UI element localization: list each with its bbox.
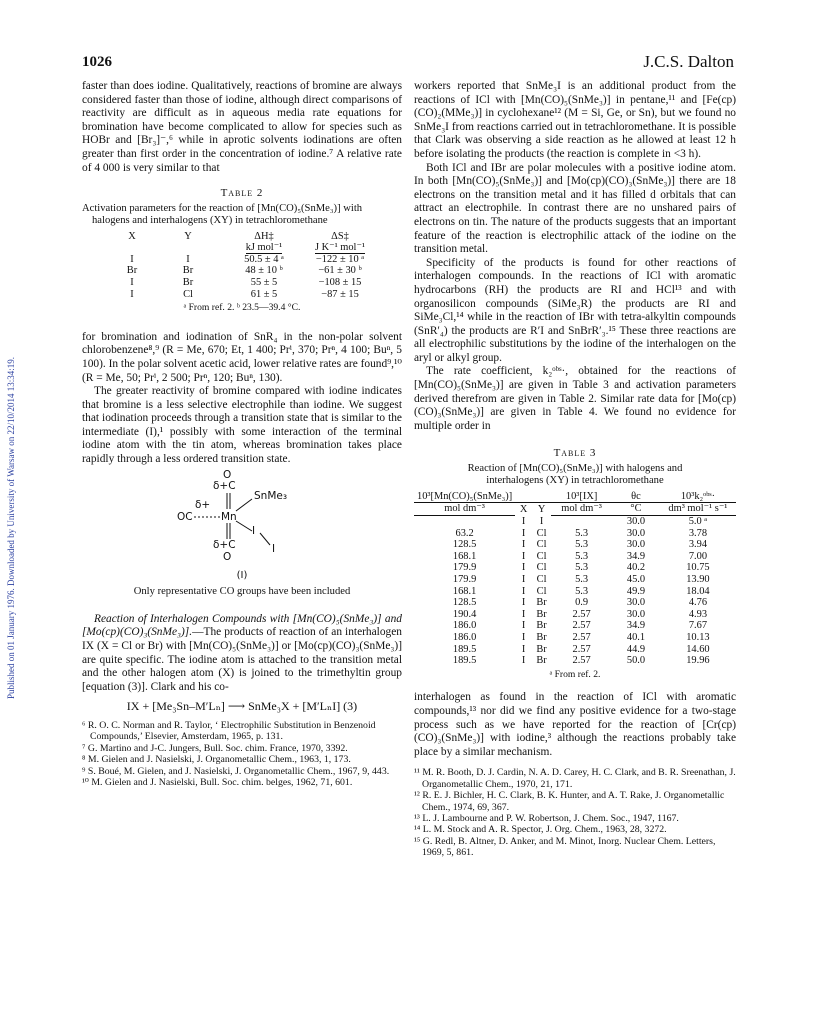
table-row <box>414 609 736 621</box>
table-cell: 45.0 <box>626 574 646 585</box>
table2-note: ᵃ From ref. 2. ᵇ 23.5—39.4 °C. <box>183 302 301 314</box>
table-cell: I <box>130 276 134 288</box>
table-cell: I <box>521 655 526 667</box>
table2 <box>114 231 378 301</box>
table-cell: Br <box>536 608 547 620</box>
table-row <box>414 644 736 656</box>
iodine-atom-1: I <box>252 524 256 537</box>
table2-head-y: Y <box>184 230 192 242</box>
table-cell: 50.5 ± 4 ᵃ <box>244 253 284 265</box>
table-cell: 168.1 <box>452 550 477 562</box>
table-cell: 5.3 <box>575 562 589 574</box>
footnote: ¹⁵ G. Redl, B. Altner, D. Anker, and M. Minot, Inorg. Nuclear Chem. Letters, 1969, 5, 861. <box>414 835 716 859</box>
table-row <box>414 562 736 574</box>
table-cell: 2.57 <box>572 620 591 632</box>
footnote: ⁸ M. Gielen and J. Nasielski, J. Organometallic Chem., 1963, 1, 173. <box>82 754 351 766</box>
footnote: ¹⁴ L. M. Stock and A. R. Spector, J. Org. Chem., 1963, 28, 3272. <box>414 824 667 836</box>
table-cell: I <box>521 608 526 620</box>
table-cell: 34.9 <box>626 620 646 632</box>
table-cell: 30.0 <box>626 608 646 620</box>
footnote: ⁶ R. O. C. Norman and R. Taylor, ‘ Electrophilic Substitution in Benzenoid Compounds,’ Elsevier, Amsterdam, 1965, p. 131. <box>82 720 376 743</box>
footnote: ¹¹ M. R. Booth, D. J. Cardin, N. A. D. Carey, H. C. Clark, and B. R. Sreenathan, J. Organometallic Chem., 1970, 21, 171. <box>414 767 736 790</box>
table2-head-dh: ΔH‡ <box>254 230 274 242</box>
table-cell: 5.3 <box>575 539 589 551</box>
table-cell: 5.3 <box>575 574 589 585</box>
delta-label: δ+ <box>195 498 211 511</box>
table-cell: 3.78 <box>688 527 708 539</box>
table-cell: 4.93 <box>688 608 708 620</box>
table-cell: 189.5 <box>452 655 477 667</box>
table-cell: I <box>130 253 134 265</box>
table-cell: 179.9 <box>452 562 477 574</box>
table-cell: Br <box>182 265 194 277</box>
table-cell: 34.9 <box>626 550 646 562</box>
table-cell: 0.9 <box>575 597 589 609</box>
table-cell: 5.3 <box>575 527 589 539</box>
table3-head-blank <box>515 491 532 503</box>
table-cell: I <box>521 574 526 585</box>
table-cell: 30.0 <box>626 516 646 528</box>
table-cell: Br <box>536 597 547 609</box>
carbonyl-top: δ+C <box>213 479 236 492</box>
right-paragraph-1: workers reported that SnMe₃I is an additional product from the reactions of ICl with [Mn(CO)₅(SnMe₃)] in pentane,¹¹ and [Fe(cp)(CO)₂(MMe₃)] in cyclohexane¹² (M = Si, Ge, or Sn), but we found no SnMe₃I from reactions carried out in tetrachloromethane. It is possible that Clark was observing a side reaction as he allowed at least 12 h before isolating the products (the reaction is complete in <3 h). <box>414 80 736 160</box>
table-cell: 2.57 <box>572 643 591 655</box>
table-cell: I <box>521 527 526 539</box>
table-cell <box>551 516 612 528</box>
table-cell: Cl <box>536 527 547 539</box>
right-paragraph-3: Specificity of the products is found for other reactions of interhalogen compounds. In the reactions of ICl with aromatic hydrocarbons (RH) the products are RI and HCl¹³ and with organosilicon compounds (SiMe₃R) the products are RI and SiMe₃Cl,¹⁴ while in the reaction of IBr with tetra-alkyltin compounds (SnR′₄) the products are R′I and SnBrR′₃.¹⁵ These three reactions are all electrophilic substitutions by the iodine of the interhalogen on the aryl or alkyl group. <box>414 256 736 364</box>
footnote: ¹² R. E. J. Bichler, H. C. Clark, B. K. Hunter, and A. T. Rake, J. Organometallic Chem., 1974, 69, 367. <box>414 790 725 813</box>
table-cell: Br <box>536 631 547 643</box>
equation-3: IX + [Me₃Sn–M′Lₙ] ⟶ SnMe₃X + [M′LₙI] (3) <box>126 699 358 714</box>
structure-label: (I) <box>236 569 248 581</box>
table-cell: Br <box>536 655 547 667</box>
table-cell: 50.0 <box>626 655 646 667</box>
table2-title: Table 2 <box>220 187 264 200</box>
table-cell: Br <box>536 620 547 632</box>
table3-note: ᵃ From ref. 2. <box>549 668 601 680</box>
table2-head-x: X <box>128 230 136 242</box>
table-row <box>414 551 736 563</box>
left-paragraph-2: for bromination and iodination of SnR₄ in the non-polar solvent chlorobenzene⁸,⁹ (R = Me, 670; Et, 1 400; Prⁱ, 370; Prⁿ, 4 100; Buⁿ, 5 100). In the polar solvent acetic acid, lower relative rates are found⁹,¹⁰ (R = Me, 50; Prⁱ, 2 500; Prⁿ, 120; Buⁿ, 130). <box>82 330 403 384</box>
section-heading: Reaction of Interhalogen Compounds with [Mn(CO)₅(SnMe₃)] and [Mo(cp)(CO)₃(SnMe₃)]. <box>82 612 402 639</box>
footnote: ¹³ L. J. Lambourne and P. W. Robertson, J. Chem. Soc., 1947, 1167. <box>414 812 679 824</box>
table-cell: 5.3 <box>575 585 589 597</box>
left-paragraph-3: The greater reactivity of bromine compared with iodine indicates that bromine is a less selective electrophile than iodine. We suggest that iodination proceeds through a transition state that is similar to the intermediate (I),¹ possibly with some interaction of the terminal iodine atom with the tin atom, whereas bromination takes place rapidly through a less ordered transition state. <box>82 385 402 466</box>
left-footnotes <box>82 720 402 788</box>
table-cell: 48 ± 10 ᵇ <box>245 265 283 277</box>
table3-unit: X <box>519 503 528 515</box>
table-cell: 168.1 <box>452 585 477 597</box>
table-cell: 190.4 <box>452 608 477 620</box>
table-cell: I <box>521 620 526 632</box>
footnote: ⁷ G. Martino and J-C. Jungers, Bull. Soc. chim. France, 1970, 3392. <box>82 742 348 754</box>
table-cell: I <box>521 643 526 655</box>
table-cell: 55 ± 5 <box>250 276 278 288</box>
table-cell: 30.0 <box>626 539 646 551</box>
table-cell: 3.94 <box>688 539 708 551</box>
table-row <box>414 586 736 598</box>
carbonyl-bottom: δ+C <box>213 538 236 551</box>
table-cell: −87 ± 15 <box>321 288 359 300</box>
table-cell: 179.9 <box>452 574 477 585</box>
table-cell: I <box>521 631 526 643</box>
table-row <box>414 632 736 644</box>
right-column <box>414 80 736 859</box>
table-cell: 18.04 <box>686 585 710 597</box>
right-paragraph-4: The rate coefficient, k₂ᵒᵇˢ·, obtained for the reactions of [Mn(CO)₅(SnMe₃)] are given in Table 3 and activation parameters derived therefrom are given in Table 2. Similar rate data for [Mo(cp)(CO)₃(SnMe₃)] are given in Table 4. We found no evidence for multiple order in <box>414 365 736 432</box>
table3-head-ix: 10³[IX] <box>565 490 598 502</box>
table3-title: Table 3 <box>553 447 597 460</box>
oc-group: OC <box>177 510 193 523</box>
oxygen-bottom: O <box>223 550 232 563</box>
table-cell: 10.13 <box>686 631 710 643</box>
table-row <box>114 289 378 301</box>
table-cell: 13.90 <box>686 574 710 585</box>
table-cell: 2.57 <box>572 631 591 643</box>
table-cell: I <box>521 550 526 562</box>
structure-bonds <box>82 469 402 573</box>
right-footnotes <box>414 767 736 858</box>
journal-title: J.C.S. Dalton <box>643 52 734 71</box>
table-cell: 10.75 <box>686 562 710 574</box>
table-cell: 49.9 <box>626 585 646 597</box>
table-cell: 30.0 <box>626 597 646 609</box>
table-cell: 4.76 <box>688 597 708 609</box>
table-cell: −108 ± 15 <box>318 276 362 288</box>
table-cell: −61 ± 30 ᵇ <box>318 265 362 277</box>
table-cell: 40.1 <box>626 631 646 643</box>
page-number: 1026 <box>82 54 112 70</box>
table-cell: Cl <box>536 562 547 574</box>
table-cell: 7.67 <box>688 620 708 632</box>
table-cell: Br <box>536 643 547 655</box>
table-cell: 63.2 <box>455 527 474 539</box>
table-cell: 19.96 <box>686 655 710 667</box>
table-cell: 5.3 <box>575 550 589 562</box>
table-cell: 44.9 <box>626 643 646 655</box>
table-row <box>414 655 736 667</box>
table-cell: I <box>130 288 134 300</box>
table-cell: 186.0 <box>452 620 477 632</box>
table-cell: 128.5 <box>452 539 477 551</box>
table-cell: Br <box>182 276 194 288</box>
table2-unit-ds: J K⁻¹ mol⁻¹ <box>314 242 366 254</box>
download-stamp-text: Published on 01 January 1976. Downloaded by University of Warsaw on 22/10/2014 13:34:19. <box>6 356 16 700</box>
table3-unit: mol dm⁻³ <box>414 503 515 516</box>
table-cell: 128.5 <box>452 597 477 609</box>
table-cell: I <box>539 515 544 527</box>
table-cell: 189.5 <box>452 643 477 655</box>
table-cell: 40.2 <box>626 562 646 574</box>
table3-unit: °C <box>612 503 660 516</box>
right-paragraph-2: Both ICl and IBr are polar molecules with a positive iodine atom. In both [Mn(CO)₅(SnMe₃)] and [Mo(cp)(CO)₃(SnMe₃)] there are 18 electrons on the transition metal and it has filled d orbitals that can attract an electrophile. In contrast there are no unshared pairs of electrons on tin. The nature of the products suggests that an important feature of the reaction is electrophilic attack of the iodine on the transition metal. <box>414 161 736 256</box>
table3-head-k: 10³k₂ᵒᵇˢ· <box>680 490 716 502</box>
left-paragraph-1: faster than does iodine. Qualitatively, reactions of bromine are always considered faster than those of iodine, although direct comparisons of reactivity are difficult as in aqueous media rate equations for bromination have become complicated to allow for species such as HOBr and [Br₃]⁻,⁶ while in aprotic solvents iodinations are often greater than first order in the concentration of iodine.⁷ A relative rate of 4 000 is very similar to that <box>82 80 402 174</box>
table-cell: Br <box>126 265 138 277</box>
table3-unit: Y <box>537 503 546 515</box>
table3-unit: mol dm⁻³ <box>551 503 612 516</box>
table2-caption: Activation parameters for the reaction of [Mn(CO)₅(SnMe₃)] with halogens and interhalogens (XY) in tetrachloromethane <box>82 202 363 227</box>
manganese-atom: Mn <box>221 510 237 523</box>
table-row <box>114 254 378 266</box>
left-column <box>82 80 402 788</box>
table-cell: I <box>521 515 526 527</box>
oxygen-top: O <box>223 468 232 481</box>
table-cell: 5.0 ᵃ <box>688 516 708 528</box>
snme3-group: SnMe₃ <box>254 489 288 502</box>
table-cell: 30.0 <box>626 527 646 539</box>
table-row <box>414 539 736 551</box>
right-paragraph-5: interhalogen as found in the reaction of ICl with aromatic compounds,¹³ nor did we find any positive evidence for a two-stage process such as we have reported for the reaction of [Cr(cp)(CO)₃(SnMe₃)] with iodine,³ although the reactions probably take place by a similar mechanism. <box>414 691 736 758</box>
iodine-atom-2: I <box>272 542 276 555</box>
footnote: ⁹ S. Boué, M. Gielen, and J. Nasielski, J. Organometallic Chem., 1967, 9, 443. <box>82 765 390 777</box>
table2-unit-dh: kJ mol⁻¹ <box>245 242 283 254</box>
table-cell: I <box>521 585 526 597</box>
table-cell: I <box>186 253 190 265</box>
table-cell <box>414 516 515 528</box>
table3-body <box>414 516 736 667</box>
table-row <box>414 528 736 540</box>
structure-diagram <box>82 469 402 573</box>
table-cell: Cl <box>536 550 547 562</box>
table-cell: I <box>521 597 526 609</box>
table-cell: I <box>521 539 526 551</box>
table-row <box>414 516 736 528</box>
download-stamp <box>4 230 18 830</box>
table2-head-ds: ΔS‡ <box>331 230 349 242</box>
table3-head-blank <box>532 491 551 503</box>
table3-caption: Reaction of [Mn(CO)₅(SnMe₃)] with halogens and interhalogens (XY) in tetrachloromethane <box>467 463 683 487</box>
table-cell: 7.00 <box>688 550 708 562</box>
table3-unit: dm³ mol⁻¹ s⁻¹ <box>660 503 736 516</box>
footnote: ¹⁰ M. Gielen and J. Nasielski, Bull. Soc. chim. belges, 1962, 71, 601. <box>82 777 353 789</box>
table3 <box>414 491 736 667</box>
table-cell: 61 ± 5 <box>250 288 278 300</box>
table-cell: Cl <box>536 539 547 551</box>
table-row <box>414 597 736 609</box>
table-cell: −122 ± 10 ᵃ <box>315 253 365 265</box>
table-cell: 14.60 <box>686 643 710 655</box>
table-row <box>414 574 736 586</box>
table-cell: I <box>521 562 526 574</box>
table-cell: Cl <box>183 288 193 300</box>
table-row <box>414 620 736 632</box>
table-cell: 2.57 <box>572 655 591 667</box>
left-paragraph-4: —The products of reaction of an interhalogen IX (X = Cl or Br) with [Mn(CO)₅(SnMe₃)] or [Mo(cp)(CO)₃(SnMe₃)] are quite specific. The iodine atom is attached to the transition metal and the other halogen atom (X) is joined to the trimethyltin group [equation (3)]. Clark and his co- <box>82 626 402 693</box>
table-row <box>114 277 378 289</box>
table-cell: Cl <box>536 585 547 597</box>
structure-caption: Only representative CO groups have been included <box>133 586 351 598</box>
table3-head-mn: 10³[Mn(CO)₅(SnMe₃)] <box>417 490 513 502</box>
table3-head-theta: θc <box>631 490 641 502</box>
table-cell: 186.0 <box>452 631 477 643</box>
table-row <box>114 265 378 277</box>
table-cell: 2.57 <box>572 608 591 620</box>
table-cell: Cl <box>536 574 547 585</box>
